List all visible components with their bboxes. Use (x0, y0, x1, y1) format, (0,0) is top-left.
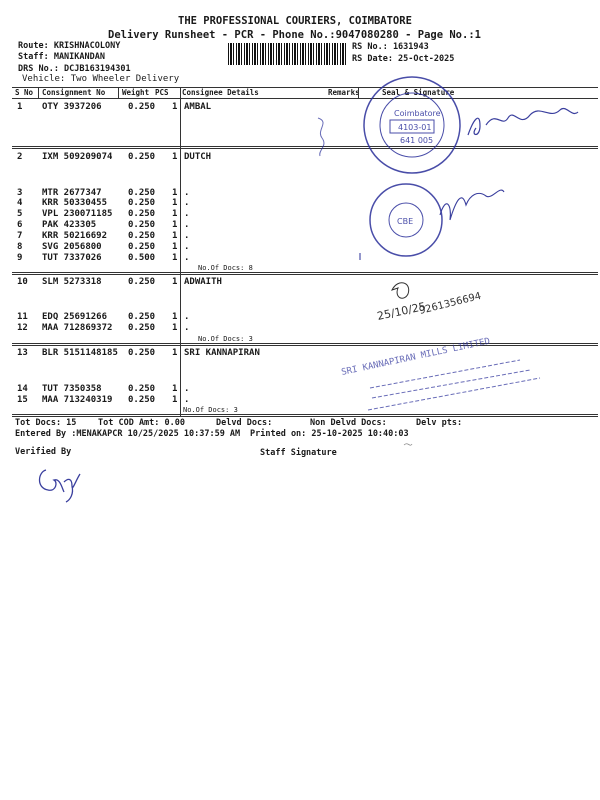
row-consignee: . (184, 384, 190, 394)
row-weight: 0.250 (128, 220, 156, 230)
rs-date: RS Date: 25-Oct-2025 (352, 54, 455, 64)
sree-saravana-stamp (364, 77, 460, 173)
drs-number: DRS No.: DCJB163194301 (18, 64, 131, 74)
route: Route: KRISHNACOLONY (18, 41, 121, 51)
row-sno: 3 (17, 188, 23, 198)
col-consignment: Consignment No (42, 88, 106, 97)
staff-signature-mark (404, 444, 412, 446)
stamp-center-text: 4103-01 (398, 123, 432, 132)
row-pcs: 1 (172, 188, 178, 198)
staff: Staff: MANIKANDAN (18, 52, 105, 62)
dutch-plantin-stamp (370, 184, 442, 256)
row-weight: 0.250 (128, 188, 156, 198)
row-consignee: . (184, 231, 190, 241)
col-consignee: Consignee Details (182, 88, 259, 97)
stamp-center-text: Coimbatore (394, 109, 441, 118)
row-consignee: . (184, 209, 190, 219)
row-pcs: 1 (172, 395, 178, 405)
row-pcs: 1 (172, 323, 178, 333)
group-docs-count: No.Of Docs: 3 (198, 335, 253, 343)
row-pcs: 1 (172, 198, 178, 208)
row-consignment: SLM 5273318 (42, 277, 102, 287)
sri-kannapiran-stamp (341, 337, 540, 410)
delivery-points: Delv pts: (416, 418, 463, 428)
row-weight: 0.500 (128, 253, 156, 263)
verified-signature (40, 470, 81, 502)
row-consignment: MAA 713240319 (42, 395, 113, 405)
row-consignment: MTR 2677347 (42, 188, 102, 198)
row-pcs: 1 (172, 231, 178, 241)
stamp-center-text: 641 005 (400, 136, 434, 145)
group-docs-count: No.Of Docs: 3 (183, 406, 238, 414)
row-consignment: OTY 3937206 (42, 102, 102, 112)
row-consignee: . (184, 395, 190, 405)
row-sno: 12 (17, 323, 28, 333)
row-consignment: SVG 2056800 (42, 242, 102, 252)
non-delivered-docs: Non Delvd Docs: (310, 418, 387, 428)
row-pcs: 1 (172, 277, 178, 287)
row-consignee: . (184, 253, 190, 263)
row-consignment: PAK 423305 (42, 220, 97, 230)
row-consignment: IXM 509209074 (42, 152, 113, 162)
row-consignee: . (184, 198, 190, 208)
row-weight: 0.250 (128, 323, 156, 333)
row-pcs: 1 (172, 220, 178, 230)
handwriting-row10 (376, 283, 483, 323)
staff-signature-label: Staff Signature (260, 448, 337, 458)
handwritten-phone: 9261356694 (418, 290, 483, 317)
row-consignment: KRR 50330455 (42, 198, 108, 208)
group-docs-count: No.Of Docs: 8 (198, 264, 253, 272)
row-consignment: VPL 230071185 (42, 209, 113, 219)
col-pcs: PCS (155, 88, 169, 97)
row-pcs: 1 (172, 102, 178, 112)
row-weight: 0.250 (128, 384, 156, 394)
row-weight: 0.250 (128, 152, 156, 162)
printed-on: Printed on: 25-10-2025 10:40:03 (250, 429, 409, 439)
row-weight: 0.250 (128, 231, 156, 241)
row-weight: 0.250 (128, 209, 156, 219)
row-pcs: 1 (172, 384, 178, 394)
row-sno: 5 (17, 209, 23, 219)
row-pcs: 1 (172, 242, 178, 252)
row-pcs: 1 (172, 312, 178, 322)
col-sno: S No (15, 88, 34, 97)
row-consignee: ADWAITH (184, 277, 222, 287)
row-sno: 2 (17, 152, 23, 162)
row-consignee: . (184, 220, 190, 230)
row-pcs: 1 (172, 209, 178, 219)
row-consignment: EDQ 25691266 (42, 312, 108, 322)
signature-row2 (440, 190, 504, 220)
total-docs: Tot Docs: 15 (15, 418, 77, 428)
row-sno: 7 (17, 231, 23, 241)
row-consignment: KRR 50216692 (42, 231, 108, 241)
row-sno: 9 (17, 253, 23, 263)
total-cod: Tot COD Amt: 0.00 (98, 418, 185, 428)
col-weight: Weight (122, 88, 150, 97)
row-sno: 1 (17, 102, 23, 112)
row-sno: 13 (17, 348, 28, 358)
row-consignee: SRI KANNAPIRAN (184, 348, 260, 358)
row-weight: 0.250 (128, 395, 156, 405)
row-consignment: MAA 712869372 (42, 323, 113, 333)
runsheet-title: Delivery Runsheet - PCR - Phone No.:9047080280 - Page No.:1 (108, 29, 481, 41)
col-remarks: Remarks (328, 88, 360, 97)
stamp-center-text: CBE (397, 217, 414, 226)
row-consignment: TUT 7337026 (42, 253, 102, 263)
company-name: THE PROFESSIONAL COURIERS, COIMBATORE (178, 15, 412, 27)
row-sno: 14 (17, 384, 28, 394)
row-weight: 0.250 (128, 312, 156, 322)
row-weight: 0.250 (128, 242, 156, 252)
row-consignee: . (184, 323, 190, 333)
row-sno: 11 (17, 312, 28, 322)
row-consignee: . (184, 242, 190, 252)
verified-by-label: Verified By (15, 447, 72, 457)
row-consignee: . (184, 188, 190, 198)
row-sno: 8 (17, 242, 23, 252)
row-pcs: 1 (172, 152, 178, 162)
row-pcs: 1 (172, 348, 178, 358)
row-weight: 0.250 (128, 198, 156, 208)
row-sno: 15 (17, 395, 28, 405)
row-weight: 0.250 (128, 102, 156, 112)
delivered-docs: Delvd Docs: (216, 418, 273, 428)
row-consignment: BLR 5151148185 (42, 348, 118, 358)
row-sno: 10 (17, 277, 28, 287)
vehicle: Vehicle: Two Wheeler Delivery (22, 74, 180, 84)
row-weight: 0.250 (128, 277, 156, 287)
handwritten-date: 25/10/25 (375, 299, 427, 323)
row-consignment: TUT 7350358 (42, 384, 102, 394)
row-consignee: . (184, 312, 190, 322)
row-pcs: 1 (172, 253, 178, 263)
entered-by: Entered By :MENAKAPCR 10/25/2025 10:37:59 AM (15, 429, 241, 439)
row-consignee: DUTCH (184, 152, 212, 162)
row-sno: 6 (17, 220, 23, 230)
row-consignee: AMBAL (184, 102, 212, 112)
rs-number: RS No.: 1631943 (352, 42, 429, 52)
col-signature: Seal & Signature (382, 88, 455, 97)
row-sno: 4 (17, 198, 23, 208)
remark-squiggle (318, 118, 324, 156)
stamp-name: SRI KANNAPIRAN MILLS LIMITED (340, 336, 492, 378)
signature-row1 (468, 108, 578, 135)
row-weight: 0.250 (128, 348, 156, 358)
